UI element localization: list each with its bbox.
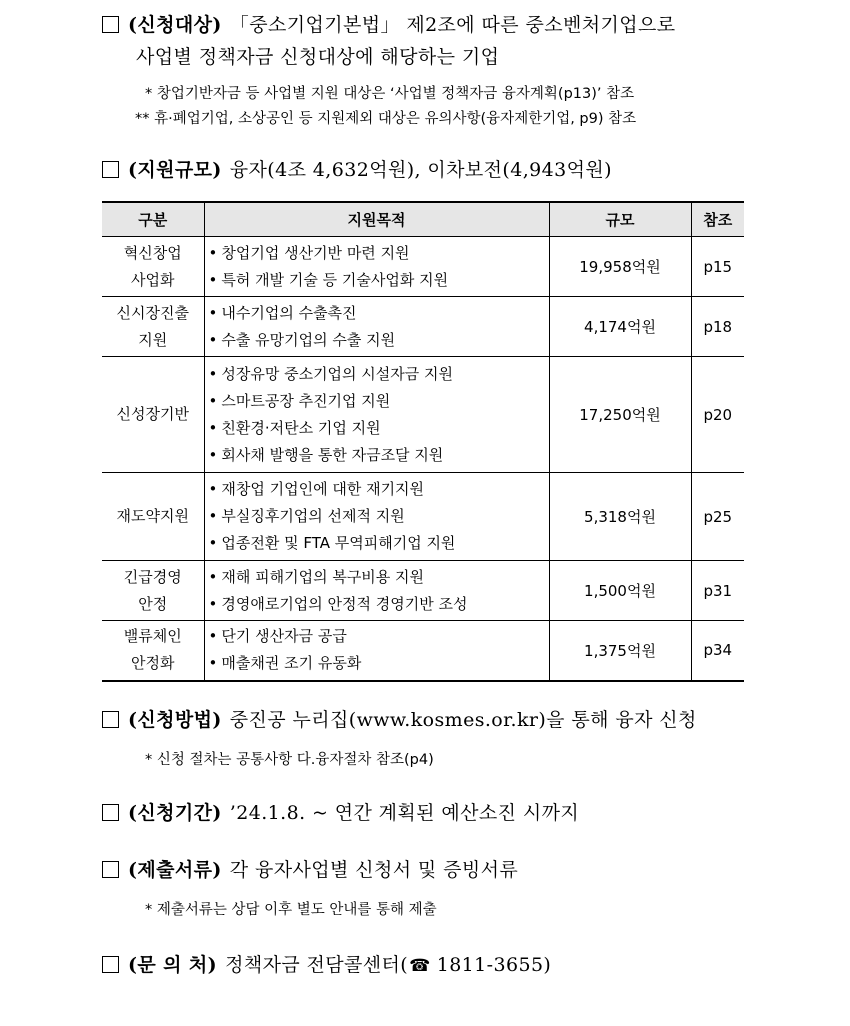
- amount-cell: 1,500억원: [549, 561, 691, 621]
- amount-cell: 19,958억원: [549, 237, 691, 297]
- purpose-text: 친환경·저탄소 기업 지원: [221, 418, 381, 437]
- documents-text: 각 융자사업별 신청서 및 증빙서류: [229, 859, 519, 881]
- ref-cell: p15: [691, 237, 744, 297]
- purpose-text: 수출 유망기업의 수출 지원: [221, 330, 396, 349]
- category-text: 재도약지원: [116, 507, 189, 525]
- method-section: [102, 705, 697, 732]
- category-cell: [102, 297, 204, 357]
- header-amount: 규모: [549, 202, 691, 237]
- purpose-text: 스마트공장 추진기업 지원: [221, 391, 391, 410]
- table-row: [102, 473, 744, 561]
- table-row: [102, 561, 744, 621]
- purpose-text: 창업기업 생산기반 마련 지원: [221, 243, 410, 262]
- amount-cell: 1,375억원: [549, 621, 691, 681]
- contact-phone: 1811-3655): [436, 954, 552, 976]
- documents-note: * 제출서류는 상담 이후 별도 안내를 통해 제출: [145, 902, 437, 918]
- table-header-row: [102, 202, 744, 237]
- target-note2: ** 휴·폐업기업, 소상공인 등 지원제외 대상은 유의사항(융자제한기업, p9) 참조: [135, 111, 637, 127]
- purpose-cell: • 재창업 기업인에 대한 재기지원 • 부실징후기업의 선제적 지원 • 업종전환 및 FTA 무역피해기업 지원: [204, 473, 549, 561]
- table-row: [102, 297, 744, 357]
- ref-cell: p25: [691, 473, 744, 561]
- purpose-text: 성장유망 중소기업의 시설자금 지원: [221, 364, 454, 383]
- support-table: [102, 201, 744, 682]
- category-text: 혁신창업: [123, 243, 182, 262]
- contact-tag: (문 의 처): [128, 954, 218, 976]
- checkbox-square-icon: [102, 711, 119, 728]
- purpose-text: 부실징후기업의 선제적 지원: [221, 507, 405, 525]
- checkbox-square-icon: [102, 956, 119, 973]
- method-note: * 신청 절차는 공통사항 다.융자절차 참조(p4): [145, 752, 434, 768]
- purpose-text: 회사채 발행을 통한 자금조달 지원: [221, 445, 444, 464]
- scale-tag: (지원규모): [128, 159, 222, 181]
- table-row: [102, 237, 744, 297]
- header-category: 구분: [102, 202, 204, 237]
- category-cell: [102, 473, 204, 561]
- method-tag: (신청방법): [128, 709, 222, 731]
- purpose-cell: • 재해 피해기업의 복구비용 지원 • 경영애로기업의 안정적 경영기반 조성: [204, 561, 549, 621]
- category-cell: [102, 357, 204, 473]
- scale-section: [102, 155, 612, 182]
- ref-cell: p18: [691, 297, 744, 357]
- category-text: 신성장기반: [116, 405, 189, 423]
- contact-section: [102, 950, 551, 977]
- table-row: [102, 621, 744, 681]
- checkbox-square-icon: [102, 861, 119, 878]
- checkbox-square-icon: [102, 16, 119, 33]
- period-section: [102, 798, 579, 825]
- category-cell: [102, 621, 204, 681]
- category-cell: [102, 561, 204, 621]
- category-cell: [102, 237, 204, 297]
- purpose-cell: • 성장유망 중소기업의 시설자금 지원 • 스마트공장 추진기업 지원 • 친환경·저탄소 기업 지원 • 회사채 발행을 통한 자금조달 지원: [204, 357, 549, 473]
- category-text: 긴급경영: [123, 567, 182, 586]
- category-text: 지원: [138, 330, 168, 349]
- category-text: 밸류체인: [123, 627, 182, 646]
- amount-cell: 5,318억원: [549, 473, 691, 561]
- period-text: ’24.1.8. ~ 연간 계획된 예산소진 시까지: [229, 802, 580, 824]
- purpose-text: 경영애로기업의 안정적 경영기반 조성: [221, 594, 468, 613]
- target-note1: * 창업기반자금 등 사업별 지원 대상은 ‘사업별 정책자금 융자계획(p13)’ 참조: [145, 86, 635, 102]
- category-text: 사업화: [131, 270, 175, 289]
- target-line1: 「중소기업기본법」 제2조에 따른 중소벤처기업으로: [229, 14, 676, 36]
- table-row: [102, 357, 744, 473]
- target-line2: 사업별 정책자금 신청대상에 해당하는 기업: [136, 46, 500, 68]
- contact-text: 정책자금 전담콜센터(: [225, 954, 409, 976]
- purpose-text: 단기 생산자금 공급: [221, 627, 347, 646]
- category-text: 신시장진출: [116, 303, 189, 322]
- phone-icon: ☎: [409, 956, 431, 976]
- purpose-text: 매출채권 조기 유동화: [221, 654, 362, 673]
- scale-text: 융자(4조 4,632억원), 이차보전(4,943억원): [229, 159, 612, 181]
- purpose-text: 내수기업의 수출촉진: [221, 303, 357, 322]
- purpose-text: 재해 피해기업의 복구비용 지원: [221, 567, 425, 586]
- documents-section: [102, 855, 518, 882]
- method-text: 중진공 누리집(www.kosmes.or.kr)을 통해 융자 신청: [229, 709, 697, 731]
- header-ref: 참조: [691, 202, 744, 237]
- amount-cell: 17,250억원: [549, 357, 691, 473]
- purpose-cell: • 단기 생산자금 공급 • 매출채권 조기 유동화: [204, 621, 549, 681]
- purpose-cell: • 내수기업의 수출촉진 • 수출 유망기업의 수출 지원: [204, 297, 549, 357]
- checkbox-square-icon: [102, 804, 119, 821]
- period-tag: (신청기간): [128, 802, 222, 824]
- ref-cell: p20: [691, 357, 744, 473]
- purpose-text: 업종전환 및 FTA 무역피해기업 지원: [221, 534, 456, 552]
- amount-cell: 4,174억원: [549, 297, 691, 357]
- category-text: 안정: [138, 594, 168, 613]
- purpose-cell: • 창업기업 생산기반 마련 지원 • 특허 개발 기술 등 기술사업화 지원: [204, 237, 549, 297]
- purpose-text: 재창업 기업인에 대한 재기지원: [221, 480, 425, 498]
- documents-tag: (제출서류): [128, 859, 222, 881]
- ref-cell: p34: [691, 621, 744, 681]
- target-tag: (신청대상): [128, 14, 222, 36]
- purpose-text: 특허 개발 기술 등 기술사업화 지원: [221, 270, 449, 289]
- ref-cell: p31: [691, 561, 744, 621]
- target-section: [102, 10, 676, 37]
- category-text: 안정화: [131, 654, 175, 673]
- checkbox-square-icon: [102, 161, 119, 178]
- header-purpose: 지원목적: [204, 202, 549, 237]
